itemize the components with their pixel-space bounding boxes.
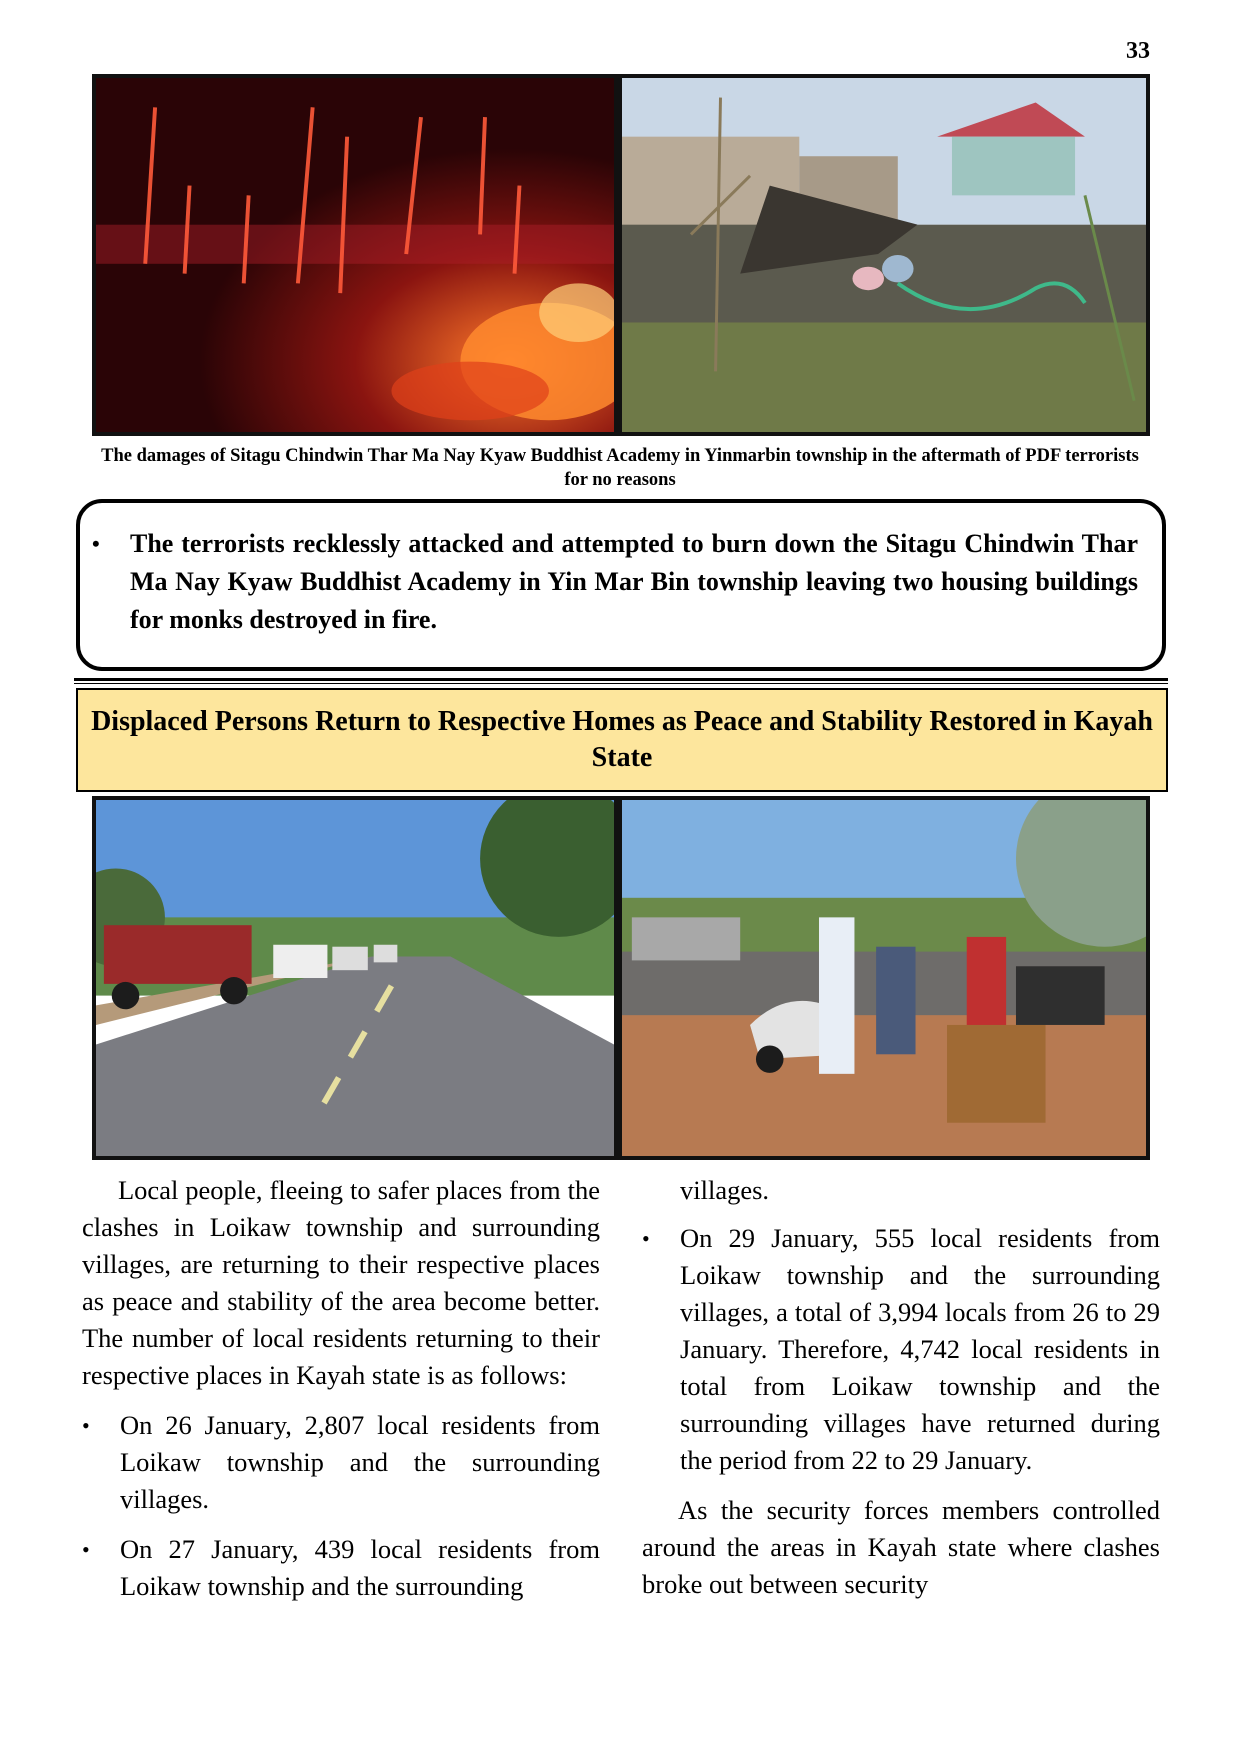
divider-thin bbox=[74, 683, 1168, 684]
checkpoint-scene-illustration bbox=[622, 800, 1146, 1156]
callout-box bbox=[76, 499, 1166, 671]
road-vehicles-photo bbox=[92, 796, 618, 1160]
list-item: • On 27 January, 439 local residents from Loikaw township and the surrounding bbox=[82, 1531, 600, 1605]
checkpoint-photo bbox=[618, 796, 1150, 1160]
burned-compound-photo bbox=[618, 74, 1150, 436]
right-column bbox=[642, 1172, 1160, 1616]
closing-paragraph: As the security forces members controlled around the areas in Kayah state where clashes broke out between security bbox=[642, 1495, 1160, 1599]
list-item: • On 29 January, 555 local residents from Loikaw township and the surrounding villages, a total of 3,994 locals from 26 to 29 January. Therefore, 4,742 local residents in total from Loikaw township and the surrounding villages have returned during the period from 22 to 29 January. bbox=[642, 1220, 1160, 1479]
page-number: 33 bbox=[1126, 38, 1150, 64]
night-fire-photo bbox=[92, 74, 618, 436]
photo-caption: The damages of Sitagu Chindwin Thar Ma Nay Kyaw Buddhist Academy in Yinmarbin township in the aftermath of PDF terrorists for no reasons bbox=[101, 446, 1139, 490]
callout-list bbox=[80, 503, 1162, 639]
intro-paragraph: Local people, fleeing to safer places from the clashes in Loikaw township and surrounding villages, are returning to their respective places as peace and stability of the area become better. The number of local residents returning to their respective places in Kayah state is as follows: bbox=[82, 1175, 600, 1390]
section-heading: Displaced Persons Return to Respective Homes as Peace and Stability Restored in Kayah State bbox=[76, 688, 1168, 792]
divider-thick bbox=[74, 678, 1168, 681]
list-item: • On 26 January, 2,807 local residents from Loikaw township and the surrounding villages. bbox=[82, 1407, 600, 1518]
fire-scene-illustration bbox=[96, 78, 614, 432]
right-bullet-list bbox=[642, 1220, 1160, 1479]
callout-bullet: • The terrorists recklessly attacked and attempted to burn down the Sitagu Chindwin Thar Ma Nay Kyaw Buddhist Academy in Yin Mar Bin township leaving two housing buildings for monks destroyed in fire. bbox=[130, 525, 1138, 639]
left-column bbox=[82, 1172, 600, 1618]
burned-site-illustration bbox=[622, 78, 1146, 432]
continued-text: villages. bbox=[680, 1175, 770, 1205]
road-scene-illustration bbox=[96, 800, 614, 1156]
left-bullet-list bbox=[82, 1407, 600, 1605]
